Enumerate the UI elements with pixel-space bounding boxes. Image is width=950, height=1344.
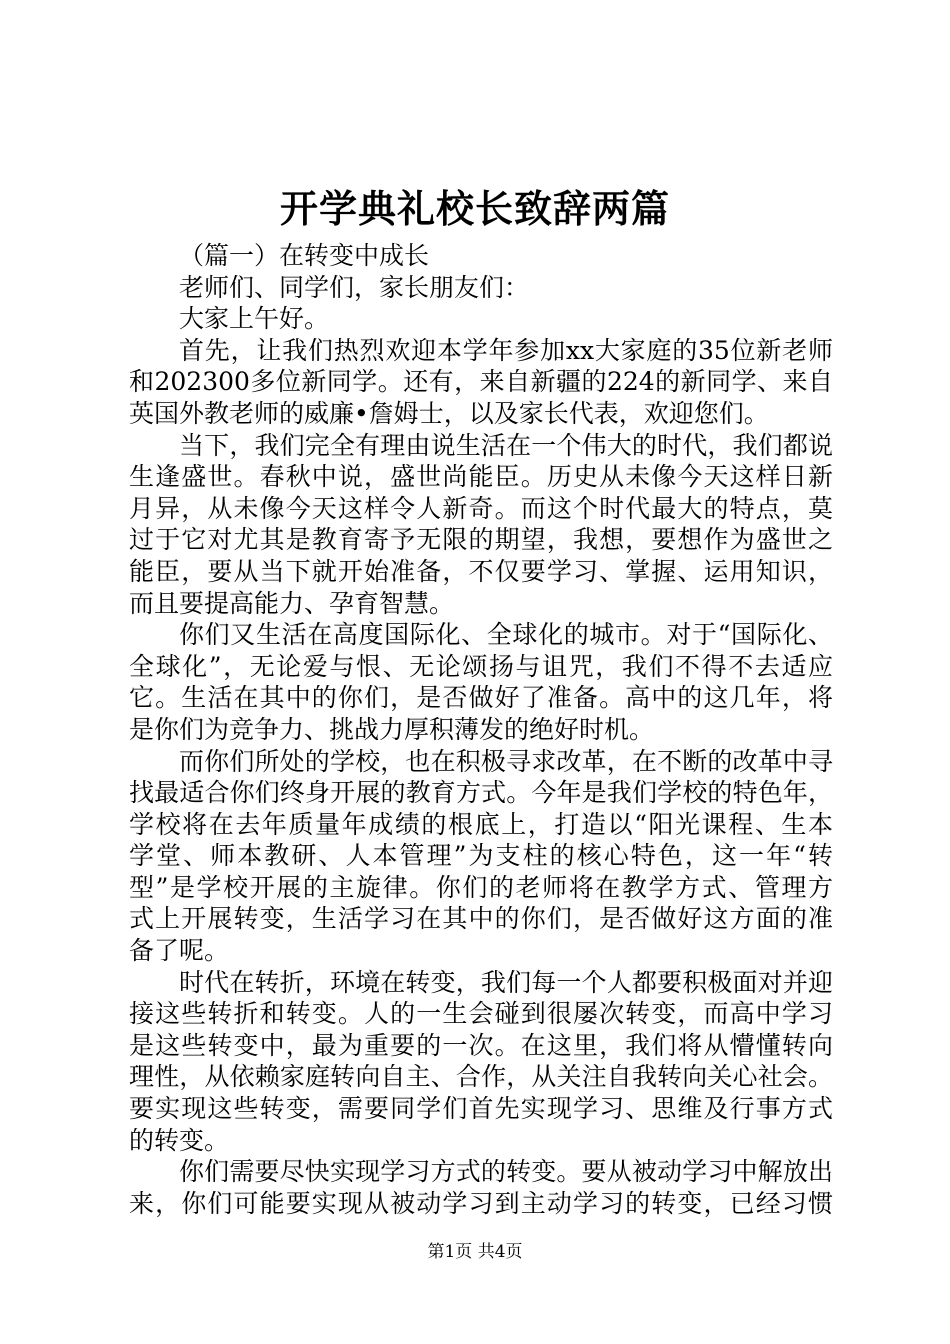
text-line: 你们又生活在高度国际化、全球化的城市。对于“国际化、 [179, 620, 833, 650]
text-line: 备了呢。 [129, 936, 230, 966]
text-line: 时代在转折，环境在转变，我们每一个人都要积极面对并迎 [179, 967, 833, 997]
text-line: 的转变。 [129, 1125, 230, 1155]
text-line: 式上开展转变，生活学习在其中的你们，是否做好这方面的准 [129, 904, 833, 934]
text-line: 英国外教老师的威廉•詹姆士，以及家长代表，欢迎您们。 [129, 398, 769, 428]
document-title: 开学典礼校长致辞两篇 [279, 186, 670, 231]
text-line: 能臣，要从当下就开始准备，不仅要学习、掌握、运用知识， [129, 556, 833, 586]
text-line: 老师们、同学们，家长朋友们： [179, 272, 530, 302]
text-line: 而你们所处的学校，也在积极寻求改革，在不断的改革中寻 [179, 746, 833, 776]
text-line: 全球化”，无论爱与恨、无论颂扬与诅咒，我们不得不去适应 [129, 651, 833, 681]
text-line: 学校将在去年质量年成绩的根底上，打造以“阳光课程、生本 [129, 809, 833, 839]
page-footer: 第1页 共4页 [427, 1242, 523, 1262]
text-line: 是这些转变中，最为重要的一次。在这里，我们将从懵懂转向 [129, 1030, 833, 1060]
text-line: 学堂、师本教研、人本管理”为支柱的核心特色，这一年“转 [129, 841, 833, 871]
text-line: 要实现这些转变，需要同学们首先实现学习、思维及行事方式 [129, 1094, 833, 1124]
text-line: 大家上午好。 [179, 304, 330, 334]
text-line: 过于它对尤其是教育寄予无限的期望，我想，要想作为盛世之 [129, 525, 833, 555]
text-line: 月异，从未像今天这样令人新奇。而这个时代最大的特点，莫 [129, 493, 833, 523]
document-body [129, 240, 833, 1219]
text-line: 它。生活在其中的你们，是否做好了准备。高中的这几年，将 [129, 683, 833, 713]
text-line: 和202300多位新同学。还有，来自新疆的224的新同学、来自 [129, 367, 833, 397]
text-line: 是你们为竞争力、挑战力厚积薄发的绝好时机。 [129, 714, 655, 744]
text-line: 生逢盛世。春秋中说，盛世尚能臣。历史从未像今天这样日新 [129, 462, 833, 492]
text-line: 而且要提高能力、孕育智慧。 [129, 588, 455, 618]
text-line: （篇一）在转变中成长 [179, 241, 430, 270]
text-line: 找最适合你们终身开展的教育方式。今年是我们学校的特色年， [129, 778, 833, 808]
text-line: 接这些转折和转变。人的一生会碰到很屡次转变，而高中学习 [129, 999, 833, 1029]
text-line: 当下，我们完全有理由说生活在一个伟大的时代，我们都说 [179, 430, 833, 460]
text-line: 首先，让我们热烈欢迎本学年参加xx大家庭的35位新老师 [179, 335, 833, 365]
text-line: 理性，从依赖家庭转向自主、合作，从关注自我转向关心社会。 [129, 1062, 833, 1092]
text-line: 型”是学校开展的主旋律。你们的老师将在教学方式、管理方 [129, 872, 833, 902]
text-line: 来，你们可能要实现从被动学习到主动学习的转变，已经习惯 [129, 1188, 833, 1218]
text-line: 你们需要尽快实现学习方式的转变。要从被动学习中解放出 [179, 1157, 833, 1187]
